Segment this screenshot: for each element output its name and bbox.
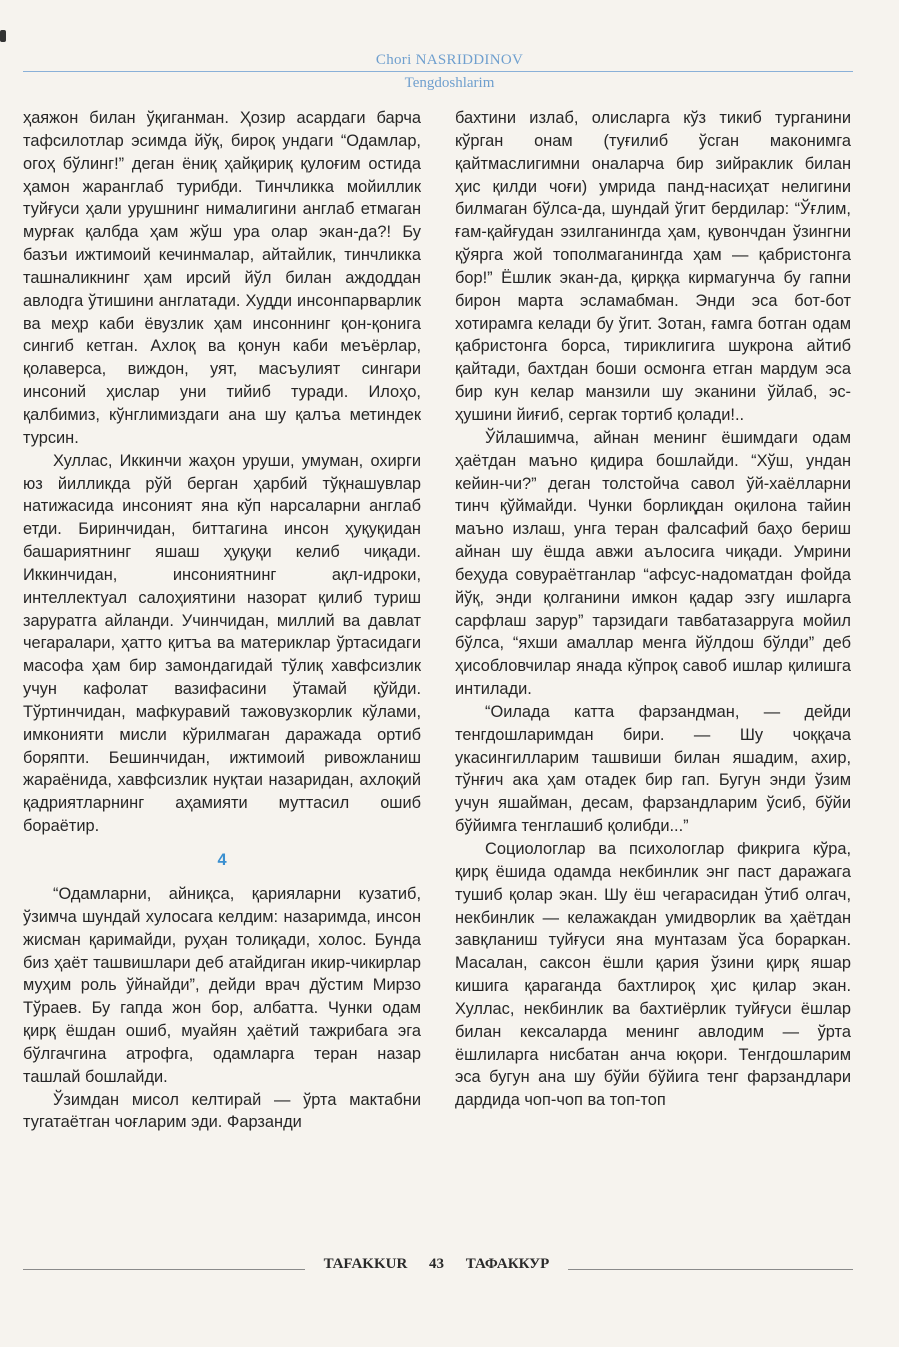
paragraph: бахтини излаб, олисларга кўз тикиб турганини кўрган онам (туғилиб ўсган маконимга қайтмаслигимни оналарча бир зийраклик билан ҳис қилди чоғи) умрида панд-насиҳат нелигини билмаган бўлса-да, шундай ўгит бердилар: “Ўғлим, ғам-қайғудан эзилганингда ҳам, қувончдан ўзингни қўярга жой тополмаганингда ҳам — қабристонга бор!” Ёшлик экан-да, қирққа кирмагунча бу гапни бирон марта эсламабман. Энди эса бот-бот хотирамга келади бу ўгит. Зотан, ғамга ботган одам қабристонга борса, тириклигига шукрона айтиб қайтади, бахтдан боши осмонга етган мардум эса бир кун келар манзили шу эканини ўйлаб, эс-ҳушини йиғиб, сергак тортиб қолади!.. xyxy=(455,109,851,424)
footer-rule-right xyxy=(568,1269,853,1270)
header-rule xyxy=(23,71,853,72)
paragraph: “Одамларни, айниқса, қарияларни кузатиб, ўзимча шундай хулосага келдим: назаримда, инсон жисман қаримайди, руҳан толиқади, холос. Бунда биз ҳаёт ташвишлари деб атайдиган икир-чикирлар муҳим роль ўйнайди”, дейди врач дўстим Мирзо Тўраев. Бу гапда жон бор, албатта. Чунки одам қирқ ёшдан ошиб, муайян ҳаётий тажрибага эга бўлгачгина атрофга, одамларга теран назар ташлай бошлайди. xyxy=(23,885,421,1086)
right-column xyxy=(455,107,851,1112)
left-column xyxy=(23,107,421,1134)
page-number: 43 xyxy=(429,1256,445,1272)
paragraph: Ўзимдан мисол келтирай — ўрта мактабни тугатаётган чоғларим эди. Фарзанди xyxy=(23,1090,421,1132)
footer-rule-left xyxy=(23,1269,305,1270)
paragraph: “Оилада катта фарзандман, — дейди тенгдошларимдан бири. — Шу чоққача укасингилларим ташвиши билан яшадим, ахир, тўнғич ака ҳам отадек бир гап. Бугун энди ўзим учун яшайман, десам, фарзандларим ўсиб, бўйи бўйимга тенглашиб қолибди...” xyxy=(455,702,851,836)
binding-mark xyxy=(0,30,6,42)
paragraph: ҳаяжон билан ўқиганман. Ҳозир асардаги барча тафсилотлар эсимда йўқ, бироқ ундаги “Одамлар, огоҳ бўлинг!” деган ёниқ ҳайқириқ қулоғим остида ҳамон жаранглаб турибди. Тинчликка мойиллик туйғуси ҳали урушнинг нималигини англаб етмаган мурғак қалбда ҳам жўш ура олар экан-да?! Бу базъи ижтимоий кечинмалар, айтайлик, тинчликка ташналикнинг ҳам ирсий йўл билан аждоддан авлодга ўтишини англатади. Худди инсонпарварлик ва меҳр каби ёвузлик ҳам инсоннинг қон-қонига сингиб кетган. Ахлоқ ва қонун каби меъёрлар, қолаверса, виждон, уят, масъулият сингари инсоний ҳислар уни тийиб туради. Илоҳо, қалбимиз, кўнглимиздаги ана шу қалъа метиндек турсин. xyxy=(23,109,421,447)
footer-text xyxy=(305,1256,568,1273)
page-footer xyxy=(0,1256,899,1280)
page-header xyxy=(0,50,899,100)
header-subtitle: Tengdoshlarim xyxy=(404,75,495,91)
paragraph: Хуллас, Иккинчи жаҳон уруши, умуман, охирги юз йилликда рўй берган ҳарбий тўқнашувлар натижасида инсоният яна кўп нарсаларни англаб етди. Биринчидан, биттагина инсон ҳуқуқидан башариятнинг яшаш ҳуқуқи келиб чиқади. Иккинчидан, инсониятнинг ақл-идроки, интеллектуал салоҳиятини назорат қилиб туриш заруратга айланди. Учинчидан, миллий ва давлат чегаралари, ҳатто қитъа ва материклар ўртасидаги масофа ҳам бир замондагидай тўлиқ хавфсизлик учун кафолат вазифасини ўтамай қўйди. Тўртинчидан, мафкуравий тажовузкорлик кўлами, имконияти мисли кўрилмаган даражада ортиб боряпти. Бешинчидан, ижтимоий ривожланиш жараёнида, хавфсизлик нуқтаи назаридан, ахлоқий қадриятларнинг аҳамияти муттасил ошиб бораётир. xyxy=(23,451,421,836)
section-number: 4 xyxy=(217,851,227,869)
footer-journal-cyrillic: ТАФАККУР xyxy=(465,1256,550,1272)
header-author: Chori NASRIDDINOV xyxy=(375,52,524,68)
footer-journal-latin: TAFAKKUR xyxy=(323,1256,408,1272)
paragraph: Ўйлашимча, айнан менинг ёшимдаги одам ҳаётдан маъно қидира бошлайди. “Хўш, ундан кейин-чи?” деган толстойча савол ўй-хаёлларни тинч қўймайди. Чунки борлиқдан оқилона тайин маъно излаш, унга теран фалсафий баҳо бериш айнан шу ёшда авжи аълосига чиқади. Умрини беҳуда совураётганлар “афсус-надоматдан фойда йўқ, энди қолганини имкон қадар эзгу ишларга сарфлаш зарур” тарзидаги тавбатазарруга мойил бўлса, “яхши амаллар менга йўлдош бўлди” деб ҳисобловчилар янада кўпроқ савоб ишлар қилишга интилади. xyxy=(455,428,851,699)
paragraph: Социологлар ва психологлар фикрига кўра, қирқ ёшида одамда некбинлик энг паст даражага тушиб қолар экан. Шу ёш чегарасидан ўтиб олгач, некбинлик — келажакдан умидворлик ва ҳаётдан завқланиш туйғуси яна мунтазам ўса бораркан. Масалан, саксон ёшли қария ўзини қирқ яшар кишига қараганда бахтлироқ ҳис қилар экан. Хуллас, некбинлик ва бахтиёрлик туйғуси ёшлар билан кексаларда менинг авлодим — ўрта ёшлиларга нисбатан анча юқори. Тенгдошларим эса бугун ана шу бўйи бўйига тенг фарзандлари дардида чоп-чоп ва топ-топ xyxy=(455,840,851,1110)
